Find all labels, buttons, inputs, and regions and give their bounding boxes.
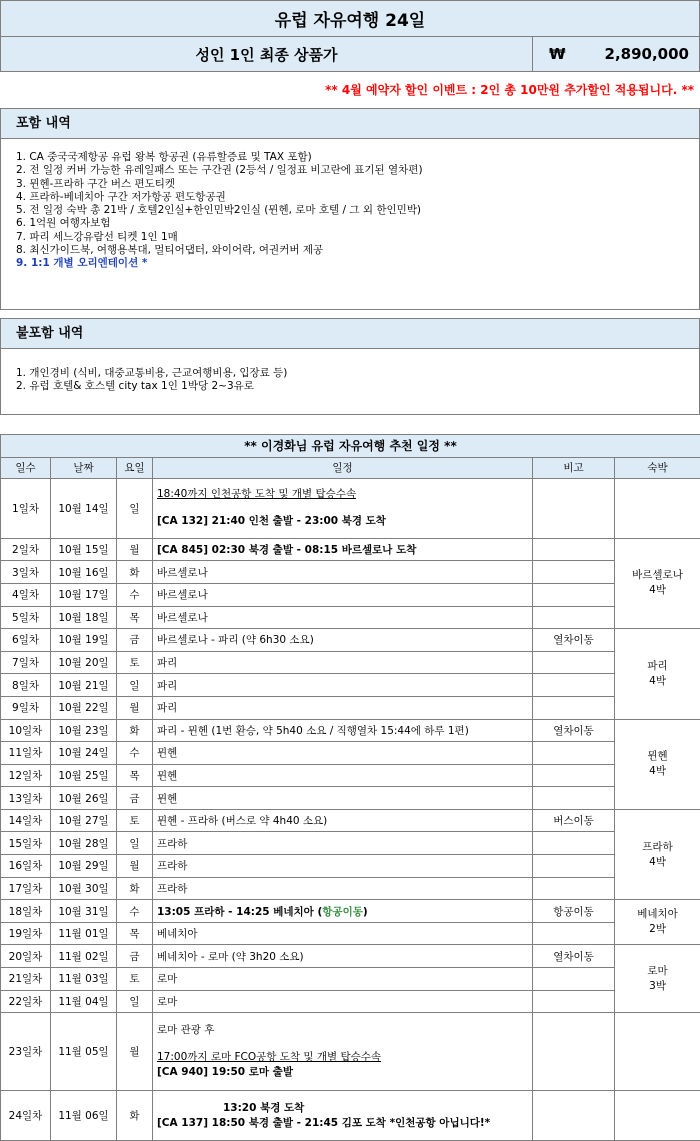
col-header-note: 비고 <box>533 457 615 479</box>
note-cell <box>533 764 615 787</box>
dow-cell: 토 <box>117 809 153 832</box>
plan-cell: 로마 <box>153 968 533 991</box>
plan-cell <box>153 479 533 539</box>
page-title <box>0 0 700 37</box>
date-cell: 11월 04일 <box>51 990 117 1013</box>
plan-cell: 뮌헨 <box>153 742 533 765</box>
dow-cell: 월 <box>117 538 153 561</box>
stay-city: 프라하 <box>642 840 673 853</box>
date-cell: 10월 21일 <box>51 674 117 697</box>
plan-line: [CA 132] 21:40 인천 출발 - 23:00 북경 도착 <box>157 515 386 528</box>
table-row <box>1 561 700 584</box>
plan-cell: 바르셀로나 <box>153 561 533 584</box>
included-item: 5. 전 일정 숙박 총 21박 / 호텔2인실+한인민박2인실 (뮌헨, 로마 호텔 / 그 외 한인민박) <box>16 204 422 217</box>
plan-line: [CA 940] 19:50 로마 출발 <box>157 1066 293 1079</box>
note-cell <box>533 742 615 765</box>
day-cell: 2일차 <box>1 538 51 561</box>
plan-cell: 바르셀로나 <box>153 583 533 606</box>
date-cell: 10월 27일 <box>51 809 117 832</box>
note-cell <box>533 696 615 719</box>
stay-cell <box>615 809 700 899</box>
date-cell: 10월 30일 <box>51 877 117 900</box>
dow-cell: 일 <box>117 990 153 1013</box>
stay-nights: 2박 <box>649 923 666 936</box>
note-cell <box>533 479 615 539</box>
table-row <box>1 651 700 674</box>
included-item: 2. 전 일정 커버 가능한 유레일패스 또는 구간권 (2등석 / 일정표 비고란에 표기된 열차편) <box>16 164 423 177</box>
plan-line: 17:00까지 로마 FCO공항 도착 및 개별 탑승수속 <box>157 1051 382 1064</box>
stay-cell <box>615 945 700 1013</box>
stay-city: 바르셀로나 <box>632 569 683 582</box>
plan-cell: 뮌헨 <box>153 787 533 810</box>
included-item: 8. 최신가이드북, 여행용복대, 멀티어댑터, 와이어락, 여권커버 제공 <box>16 244 324 257</box>
plan-cell: 베네치아 <box>153 922 533 945</box>
date-cell: 10월 14일 <box>51 479 117 539</box>
included-header: 포함 내역 <box>0 108 700 139</box>
dow-cell: 금 <box>117 945 153 968</box>
price-row <box>0 37 700 72</box>
excluded-item: 1. 개인경비 (식비, 대중교통비용, 근교여행비용, 입장료 등) <box>16 367 288 379</box>
plan-cell <box>153 900 533 923</box>
dow-cell: 목 <box>117 606 153 629</box>
excluded-header: 불포함 내역 <box>0 318 700 349</box>
note-cell <box>533 651 615 674</box>
stay-cell <box>615 538 700 628</box>
stay-nights: 4박 <box>649 584 666 597</box>
date-cell: 10월 28일 <box>51 832 117 855</box>
day-cell: 9일차 <box>1 696 51 719</box>
note-cell <box>533 1013 615 1091</box>
note-cell <box>533 583 615 606</box>
note-cell <box>533 968 615 991</box>
table-row <box>1 479 700 539</box>
dow-cell: 수 <box>117 742 153 765</box>
table-row <box>1 629 700 652</box>
stay-city: 베네치아 <box>637 908 678 921</box>
day-cell: 8일차 <box>1 674 51 697</box>
day-cell: 14일차 <box>1 809 51 832</box>
dow-cell: 금 <box>117 787 153 810</box>
stay-cell <box>615 479 700 539</box>
plan-line-flight: 항공이동 <box>322 905 363 918</box>
excluded-list <box>0 349 700 415</box>
col-header-dow: 요일 <box>117 457 153 479</box>
day-cell: 1일차 <box>1 479 51 539</box>
table-row <box>1 877 700 900</box>
day-cell: 18일차 <box>1 900 51 923</box>
note-cell <box>533 855 615 878</box>
table-row <box>1 809 700 832</box>
date-cell: 11월 03일 <box>51 968 117 991</box>
table-row <box>1 945 700 968</box>
date-cell: 10월 31일 <box>51 900 117 923</box>
plan-cell <box>153 1091 533 1141</box>
day-cell: 5일차 <box>1 606 51 629</box>
table-row <box>1 696 700 719</box>
stay-cell <box>615 1013 700 1091</box>
day-cell: 6일차 <box>1 629 51 652</box>
table-row <box>1 1013 700 1091</box>
table-row <box>1 855 700 878</box>
plan-cell <box>153 1013 533 1091</box>
dow-cell: 목 <box>117 764 153 787</box>
note-cell <box>533 922 615 945</box>
table-row <box>1 742 700 765</box>
day-cell: 21일차 <box>1 968 51 991</box>
table-row <box>1 900 700 923</box>
day-cell: 22일차 <box>1 990 51 1013</box>
date-cell: 10월 22일 <box>51 696 117 719</box>
dow-cell: 목 <box>117 922 153 945</box>
note-cell: 열차이동 <box>533 945 615 968</box>
note-cell <box>533 1091 615 1141</box>
day-cell: 19일차 <box>1 922 51 945</box>
day-cell: 7일차 <box>1 651 51 674</box>
stay-cell <box>615 719 700 809</box>
dow-cell: 금 <box>117 629 153 652</box>
plan-cell: 프라하 <box>153 832 533 855</box>
price-label: 성인 1인 최종 상품가 <box>1 37 533 71</box>
currency-symbol: ₩ <box>549 45 566 63</box>
event-notice: ** 4월 예약자 할인 이벤트 : 2인 총 10만원 추가할인 적용됩니다. ** <box>325 83 694 97</box>
table-row <box>1 538 700 561</box>
date-cell: 10월 15일 <box>51 538 117 561</box>
dow-cell: 화 <box>117 561 153 584</box>
plan-line: 로마 관광 후 <box>157 1024 215 1037</box>
day-cell: 13일차 <box>1 787 51 810</box>
excluded-item: 2. 유럽 호텔& 호스텔 city tax 1인 1박당 2~3유로 <box>16 380 254 393</box>
plan-cell: 뮌헨 <box>153 764 533 787</box>
note-cell: 열차이동 <box>533 629 615 652</box>
note-cell <box>533 538 615 561</box>
date-cell: 11월 01일 <box>51 922 117 945</box>
note-cell <box>533 561 615 584</box>
dow-cell: 월 <box>117 1013 153 1091</box>
plan-line: [CA 137] 18:50 북경 출발 - 21:45 김포 도착 *인천공항 아닙니다!* <box>157 1116 491 1129</box>
dow-cell: 월 <box>117 855 153 878</box>
table-row <box>1 990 700 1013</box>
date-cell: 10월 19일 <box>51 629 117 652</box>
table-row <box>1 832 700 855</box>
dow-cell: 화 <box>117 877 153 900</box>
note-cell <box>533 990 615 1013</box>
plan-cell: 파리 <box>153 651 533 674</box>
plan-cell: 파리 <box>153 674 533 697</box>
day-cell: 23일차 <box>1 1013 51 1091</box>
table-row <box>1 674 700 697</box>
schedule-title: ** 이경화님 유럽 자유여행 추천 일정 ** <box>1 435 700 458</box>
date-cell: 10월 25일 <box>51 764 117 787</box>
date-cell: 10월 18일 <box>51 606 117 629</box>
col-header-plan: 일정 <box>153 457 533 479</box>
plan-line: 18:40까지 인천공항 도착 및 개별 탑승수속 <box>157 488 357 501</box>
included-list <box>0 139 700 310</box>
date-cell: 10월 16일 <box>51 561 117 584</box>
plan-cell: 로마 <box>153 990 533 1013</box>
included-item: 3. 뮌헨-프라하 구간 버스 편도티켓 <box>16 177 176 190</box>
included-item: 9. 1:1 개별 오리엔테이션 * <box>16 257 148 270</box>
stay-nights: 4박 <box>649 765 666 778</box>
plan-line: ) <box>362 905 368 918</box>
day-cell: 24일차 <box>1 1091 51 1141</box>
dow-cell: 일 <box>117 479 153 539</box>
day-cell: 12일차 <box>1 764 51 787</box>
date-cell: 10월 20일 <box>51 651 117 674</box>
included-item: 4. 프라하-베네치아 구간 저가항공 편도항공권 <box>16 190 226 203</box>
plan-cell: 프라하 <box>153 877 533 900</box>
dow-cell: 화 <box>117 1091 153 1141</box>
note-cell <box>533 787 615 810</box>
title-text: 유럽 자유여행 24일 <box>274 11 426 31</box>
date-cell: 10월 17일 <box>51 583 117 606</box>
dow-cell: 수 <box>117 583 153 606</box>
stay-nights: 3박 <box>649 979 666 992</box>
day-cell: 16일차 <box>1 855 51 878</box>
dow-cell: 화 <box>117 719 153 742</box>
date-cell: 10월 26일 <box>51 787 117 810</box>
plan-cell: 프라하 <box>153 855 533 878</box>
plan-cell: 베네치아 - 로마 (약 3h20 소요) <box>153 945 533 968</box>
col-header-day: 일수 <box>1 457 51 479</box>
day-cell: 20일차 <box>1 945 51 968</box>
day-cell: 10일차 <box>1 719 51 742</box>
stay-city: 로마 <box>647 964 668 977</box>
plan-line: 13:05 프라하 - 14:25 베네치아 ( <box>157 905 323 918</box>
note-cell <box>533 674 615 697</box>
stay-cell <box>615 1091 700 1141</box>
stay-city: 파리 <box>647 659 668 672</box>
table-row <box>1 764 700 787</box>
plan-cell: 파리 <box>153 696 533 719</box>
stay-cell <box>615 900 700 945</box>
day-cell: 11일차 <box>1 742 51 765</box>
note-cell: 열차이동 <box>533 719 615 742</box>
date-cell: 11월 06일 <box>51 1091 117 1141</box>
dow-cell: 수 <box>117 900 153 923</box>
included-item: 6. 1억원 여행자보험 <box>16 217 111 230</box>
table-row <box>1 1091 700 1141</box>
day-cell: 17일차 <box>1 877 51 900</box>
table-row <box>1 922 700 945</box>
date-cell: 10월 24일 <box>51 742 117 765</box>
note-cell <box>533 877 615 900</box>
included-item: 1. CA 중국국제항공 유럽 왕복 항공권 (유류할증료 및 TAX 포함) <box>16 151 312 163</box>
table-row <box>1 968 700 991</box>
note-cell <box>533 832 615 855</box>
dow-cell: 월 <box>117 696 153 719</box>
date-cell: 11월 05일 <box>51 1013 117 1091</box>
dow-cell: 일 <box>117 832 153 855</box>
day-cell: 3일차 <box>1 561 51 584</box>
plan-cell: 뮌헨 - 프라하 (버스로 약 4h40 소요) <box>153 809 533 832</box>
date-cell: 11월 02일 <box>51 945 117 968</box>
stay-nights: 4박 <box>649 674 666 687</box>
dow-cell: 일 <box>117 674 153 697</box>
dow-cell: 토 <box>117 968 153 991</box>
table-row <box>1 719 700 742</box>
day-cell: 4일차 <box>1 583 51 606</box>
plan-cell: [CA 845] 02:30 북경 출발 - 08:15 바르셀로나 도착 <box>153 538 533 561</box>
plan-cell: 파리 - 뮌헨 (1번 환승, 약 5h40 소요 / 직행열차 15:44에 하루 1편) <box>153 719 533 742</box>
included-item: 7. 파리 세느강유람선 티켓 1인 1매 <box>16 230 178 243</box>
date-cell: 10월 23일 <box>51 719 117 742</box>
note-cell: 버스이동 <box>533 809 615 832</box>
note-cell: 항공이동 <box>533 900 615 923</box>
table-row <box>1 787 700 810</box>
table-row <box>1 606 700 629</box>
dow-cell: 토 <box>117 651 153 674</box>
col-header-stay: 숙박 <box>615 457 700 479</box>
plan-line: 13:20 북경 도착 <box>223 1101 305 1114</box>
day-cell: 15일차 <box>1 832 51 855</box>
stay-cell <box>615 629 700 719</box>
schedule-table <box>0 434 700 1141</box>
stay-city: 뮌헨 <box>647 750 668 763</box>
table-row <box>1 583 700 606</box>
plan-cell: 바르셀로나 - 파리 (약 6h30 소요) <box>153 629 533 652</box>
plan-cell: 바르셀로나 <box>153 606 533 629</box>
stay-nights: 4박 <box>649 855 666 868</box>
price-amount: 2,890,000 <box>604 45 689 63</box>
date-cell: 10월 29일 <box>51 855 117 878</box>
col-header-date: 날짜 <box>51 457 117 479</box>
note-cell <box>533 606 615 629</box>
